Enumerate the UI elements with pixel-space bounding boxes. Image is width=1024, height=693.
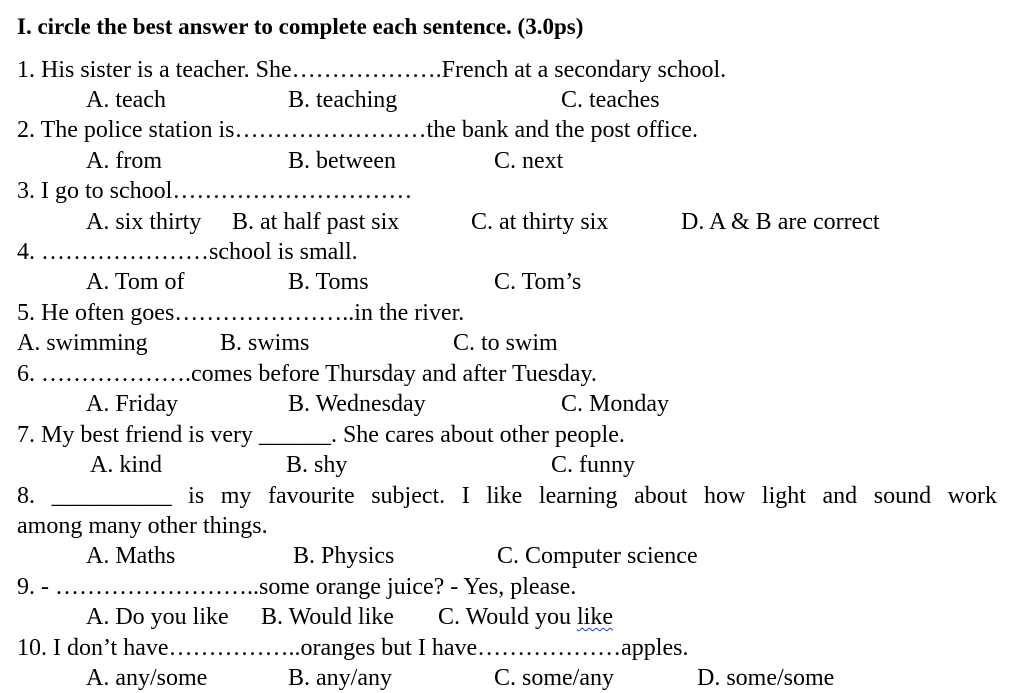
- q9-option-b[interactable]: B. Would like: [261, 604, 394, 630]
- q3-option-a[interactable]: A. six thirty: [86, 209, 202, 235]
- question-7-text: 7. My best friend is very ______. She cares about other people.: [17, 422, 625, 448]
- q6-option-b[interactable]: B. Wednesday: [288, 391, 426, 417]
- q7-option-a[interactable]: A. kind: [90, 452, 162, 478]
- q10-option-c[interactable]: C. some/any: [494, 665, 614, 691]
- q2-option-b[interactable]: B. between: [288, 148, 396, 174]
- q6-option-c[interactable]: C. Monday: [561, 391, 669, 417]
- q1-option-a[interactable]: A. teach: [86, 87, 166, 113]
- q10-option-a[interactable]: A. any/some: [86, 665, 208, 691]
- q7-option-c[interactable]: C. funny: [551, 452, 635, 478]
- q3-option-b[interactable]: B. at half past six: [232, 209, 400, 235]
- q4-option-a[interactable]: A. Tom of: [86, 269, 185, 295]
- q4-option-c[interactable]: C. Tom’s: [494, 269, 582, 295]
- q2-option-a[interactable]: A. from: [86, 148, 162, 174]
- q5-option-a[interactable]: A. swimming: [17, 330, 148, 356]
- question-9-text: 9. - ……………………..some orange juice? - Yes, please.: [17, 574, 577, 600]
- q1-option-b[interactable]: B. teaching: [288, 87, 398, 113]
- q10-option-d[interactable]: D. some/some: [697, 665, 835, 691]
- q9-option-a[interactable]: A. Do you like: [86, 604, 229, 630]
- q9-option-c-spellcheck-word: like: [576, 604, 613, 630]
- question-5-text: 5. He often goes…………………..in the river.: [17, 300, 465, 326]
- q7-option-b[interactable]: B. shy: [286, 452, 348, 478]
- section-title: I. circle the best answer to complete each sentence. (3.0ps): [17, 14, 584, 39]
- q8-option-b[interactable]: B. Physics: [293, 543, 395, 569]
- question-3-text: 3. I go to school…………………………: [17, 178, 413, 204]
- q9-option-c[interactable]: [438, 605, 613, 629]
- q8-option-a[interactable]: A. Maths: [86, 543, 176, 569]
- q5-option-c[interactable]: C. to swim: [453, 330, 558, 356]
- question-6-text: 6. ……………….comes before Thursday and after Tuesday.: [17, 361, 597, 387]
- q3-option-d[interactable]: D. A & B are correct: [681, 209, 880, 235]
- q6-option-a[interactable]: A. Friday: [86, 391, 178, 417]
- question-4-text: 4. …………………school is small.: [17, 239, 358, 265]
- q2-option-c[interactable]: C. next: [494, 148, 564, 174]
- question-10-text: 10. I don’t have……………..oranges but I have………………apples.: [17, 635, 689, 661]
- question-1-text: 1. His sister is a teacher. She……………….French at a secondary school.: [17, 57, 727, 83]
- q10-option-b[interactable]: B. any/any: [288, 665, 392, 691]
- q8-option-c[interactable]: C. Computer science: [497, 543, 698, 569]
- question-8-text: 8. __________ is my favourite subject. I like learning about how light and sound work: [17, 483, 997, 509]
- q5-option-b[interactable]: B. swims: [220, 330, 310, 356]
- q4-option-b[interactable]: B. Toms: [288, 269, 369, 295]
- question-8-text-continued: among many other things.: [17, 513, 268, 539]
- q3-option-c[interactable]: C. at thirty six: [471, 209, 609, 235]
- q1-option-c[interactable]: C. teaches: [561, 87, 660, 113]
- q9-option-c-prefix: C. Would you: [438, 604, 577, 630]
- question-2-text: 2. The police station is……………………the bank and the post office.: [17, 117, 698, 143]
